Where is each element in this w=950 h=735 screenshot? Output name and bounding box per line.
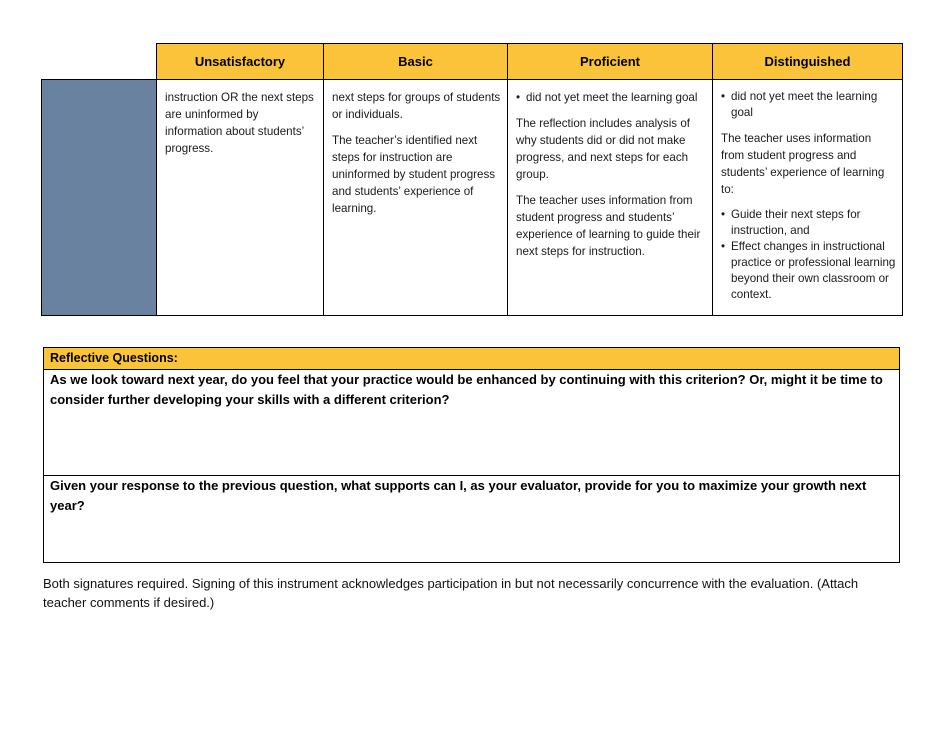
reflective-question-2[interactable] <box>44 476 899 516</box>
unsatisfactory-text: instruction OR the next steps are uninformed by information about students’ progress. <box>165 91 314 155</box>
distinguished-bullet-3: • Effect changes in instructional practice or professional learning beyond their own classroom or context. <box>721 239 896 303</box>
cell-distinguished <box>713 80 903 316</box>
rubric-corner <box>42 44 157 80</box>
signature-note: Both signatures required. Signing of this instrument acknowledges participation in but not necessarily concurrence with the evaluation. (Attach teacher comments if desired.) <box>43 576 859 610</box>
reflective-questions-title: Reflective Questions: <box>44 348 899 370</box>
question-2-text: Given your response to the previous question, what supports can I, as your evaluator, provide for you to maximize your growth next year? <box>50 478 867 513</box>
basic-text-1: next steps for groups of students or individuals. <box>332 91 501 121</box>
basic-text-2: The teacher’s identified next steps for instruction are uninformed by student progress and students’ experience of learning. <box>332 134 496 215</box>
header-basic: Basic <box>324 44 508 80</box>
criterion-side-cell <box>42 80 157 316</box>
reflective-question-1[interactable] <box>44 370 899 476</box>
cell-basic <box>324 80 508 316</box>
distinguished-bullet-2: • Guide their next steps for instruction, and <box>721 207 896 239</box>
proficient-text-2: The teacher uses information from student progress and students’ experience of learning to guide their next steps for instruction. <box>516 194 701 258</box>
reflective-questions-box <box>43 347 900 563</box>
header-distinguished: Distinguished <box>713 44 903 80</box>
rubric-table <box>41 43 903 316</box>
question-1-text: As we look toward next year, do you feel that your practice would be enhanced by continuing with this criterion? Or, might it be time to consider further developing your skills with a different criterion? <box>50 372 883 407</box>
proficient-bullet-1: • did not yet meet the learning goal <box>516 89 706 106</box>
header-proficient: Proficient <box>508 44 713 80</box>
distinguished-text-1: The teacher uses information from student progress and students’ experience of learning to: <box>721 132 885 196</box>
cell-unsatisfactory <box>157 80 324 316</box>
cell-proficient <box>508 80 713 316</box>
header-unsatisfactory: Unsatisfactory <box>157 44 324 80</box>
proficient-text-1: The reflection includes analysis of why students did or did not make progress, and next steps for each group. <box>516 117 690 181</box>
distinguished-bullet-1: • did not yet meet the learning goal <box>721 89 896 121</box>
